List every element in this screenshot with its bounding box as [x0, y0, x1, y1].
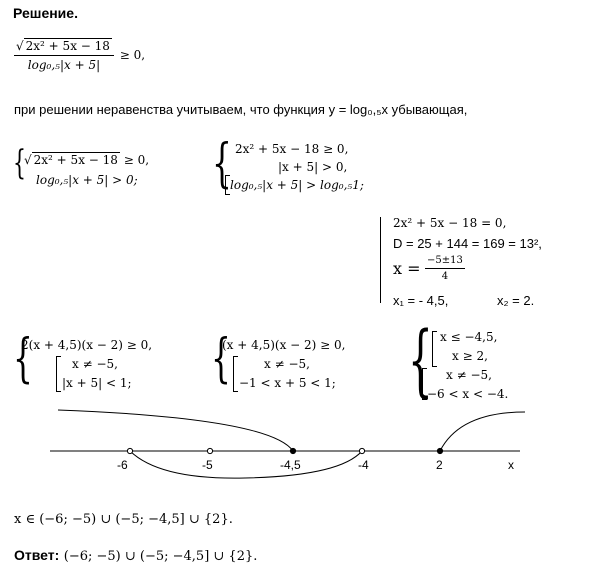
tick-label-2: 2	[436, 458, 443, 472]
quad-root-denominator: 4	[441, 271, 449, 282]
point-minus-4-5-filled	[290, 448, 295, 453]
main-denominator: log₀,₅|x + 5|	[27, 58, 101, 72]
quad-root-2: x₂ = 2.	[497, 293, 535, 308]
system-5-line-2: x ≥ 2,	[452, 349, 488, 363]
answer-label: Ответ:	[14, 547, 60, 563]
system-5-line-3: x ≠ −5,	[446, 368, 492, 382]
tick-label-minus-6: -6	[117, 458, 128, 472]
number-line	[0, 400, 594, 480]
system-5-line-4: −6 < x < −4.	[427, 387, 509, 401]
system-1-line-2: log₀,₅|x + 5| > 0;	[36, 173, 138, 187]
point-2-filled	[437, 448, 442, 453]
solution-heading: Решение.	[13, 5, 78, 21]
quad-root-numerator: −5±13	[425, 255, 465, 269]
main-inequality	[14, 38, 145, 72]
system-2-line-2: |x + 5| > 0,	[278, 160, 348, 174]
system-5-bracket-top	[432, 331, 437, 367]
tick-label-minus-4-5: -4,5	[280, 458, 301, 472]
system-2-line-1: 2x² + 5x − 18 ≥ 0,	[235, 142, 349, 156]
system-5-brace: {	[408, 316, 433, 406]
system-2-brace: {	[212, 134, 232, 194]
note-text: при решении неравенства учитываем, что функция y = log₀,₅x убывающая,	[14, 102, 468, 117]
system-4-line-2: x ≠ −5,	[264, 357, 310, 371]
tick-label-minus-5: -5	[202, 458, 213, 472]
tick-label-minus-4: -4	[358, 458, 369, 472]
solution-set: x ∈ (−6; −5) ∪ (−5; −4,5] ∪ {2}.	[14, 512, 233, 527]
system-1-line-1: √ 2x² + 5x − 18 ≥ 0,	[24, 153, 150, 167]
quad-root-1: x₁ = - 4,5,	[393, 293, 449, 308]
point-minus-4-open	[359, 448, 364, 453]
system-3-line-2: x ≠ −5,	[72, 357, 118, 371]
arc-minus-6-to-minus-4	[130, 451, 362, 478]
arc-left-to-minus-4-5	[58, 410, 293, 451]
main-relation: ≥ 0,	[119, 47, 146, 62]
system-4-bracket	[233, 356, 238, 392]
axis-label-x: x	[508, 458, 514, 472]
system-1-brace: {	[13, 143, 26, 183]
point-minus-5-open	[207, 448, 212, 453]
arc-2-to-right	[440, 412, 525, 451]
system-4-brace: {	[211, 329, 231, 389]
quad-roots-formula: x = $\frac{-5\pm 13}{4}$	[393, 255, 463, 282]
answer-value: (−6; −5) ∪ (−5; −4,5] ∪ {2}.	[63, 549, 258, 564]
main-fraction: $\frac{\text{√ 2x² + 5x − 18}}{\text{log₀,₅|x + 5|}}$	[14, 38, 114, 72]
answer-line	[14, 547, 257, 565]
system-3-bracket	[56, 356, 61, 392]
quad-bar	[380, 217, 381, 303]
quad-equation: 2x² + 5x − 18 = 0,	[393, 216, 507, 230]
system-4-line-3: −1 < x + 5 < 1;	[239, 376, 336, 390]
point-minus-6-open	[127, 448, 132, 453]
system-2-line-3: log₀,₅|x + 5| > log₀,₅1;	[230, 178, 364, 192]
system-3-brace: {	[13, 329, 33, 389]
system-3-line-1: 2(x + 4,5)(x − 2) ≥ 0,	[21, 338, 153, 352]
system-3-line-3: |x + 5| < 1;	[62, 376, 132, 390]
system-4-line-1: (x + 4,5)(x − 2) ≥ 0,	[222, 338, 346, 352]
main-numerator-radicand: 2x² + 5x − 18	[25, 39, 110, 53]
system-5-line-1: x ≤ −4,5,	[440, 330, 498, 344]
quad-discriminant: D = 25 + 144 = 169 = 13²,	[393, 236, 542, 251]
